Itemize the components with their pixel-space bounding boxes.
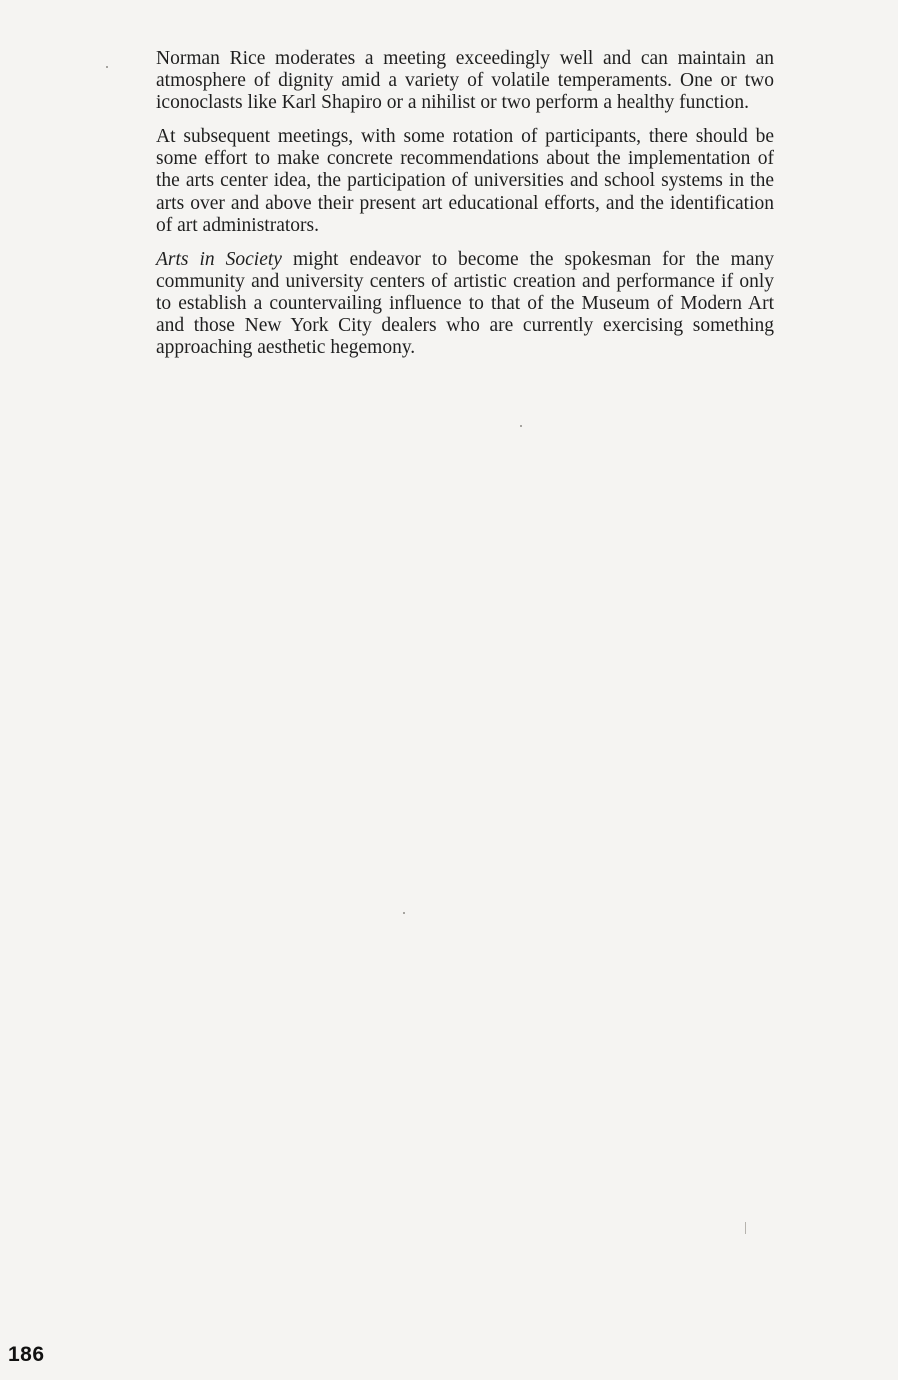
paper-mark [745, 1222, 746, 1234]
journal-title-italic: Arts in Society [156, 248, 282, 270]
paper-speck [520, 425, 522, 427]
paper-speck [106, 66, 108, 68]
paragraph-3 [156, 249, 774, 359]
page-number: 186 [8, 1343, 45, 1366]
body-text [156, 48, 774, 371]
paragraph-2: At subsequent meetings, with some rotation of participants, there should be some effort to make concrete recommendations about the implementation of the arts center idea, the participation of universities and school systems in the arts over and above their present art educational efforts, and the identification of art administrators. [156, 126, 774, 236]
paper-speck [403, 912, 405, 914]
paragraph-3-text: might endeavor to become the spokesman for the many community and university centers of artistic creation and performance if only to establish a countervailing influence to that of the Museum of Modern Art and those New York City dealers who are currently exercising something approaching aesthetic hegemony. [156, 248, 775, 359]
paragraph-1: Norman Rice moderates a meeting exceedingly well and can maintain an atmosphere of dignity amid a variety of volatile temperaments. One or two iconoclasts like Karl Shapiro or a nihilist or two perform a healthy function. [156, 48, 774, 114]
